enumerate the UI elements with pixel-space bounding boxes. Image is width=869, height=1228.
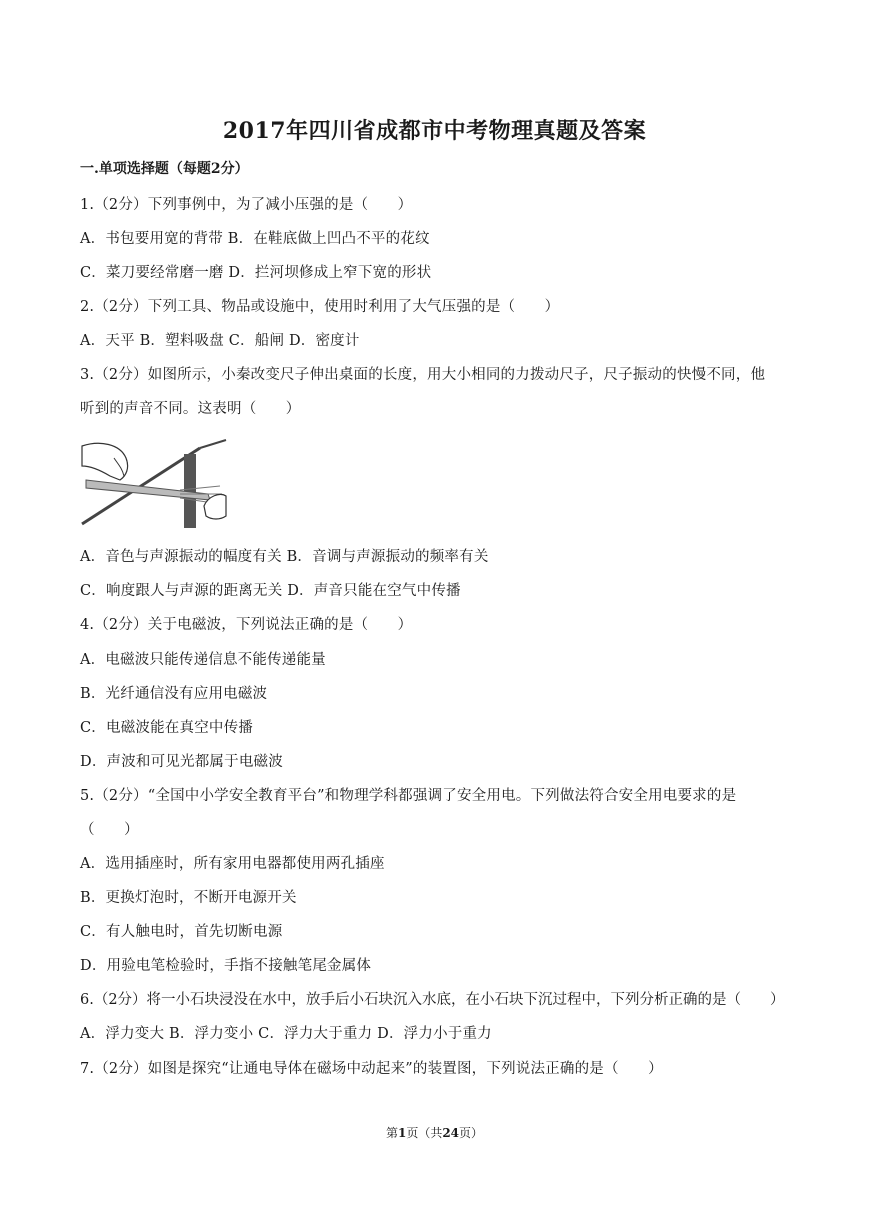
question-4-option-c: C．电磁波能在真空中传播 <box>80 720 253 736</box>
question-2: 2.（2分）下列工具、物品或设施中，使用时利用了大气压强的是（ ） <box>80 299 560 315</box>
question-6: 6.（2分）将一小石块浸没在水中，放手后小石块沉入水底，在小石块下沉过程中，下列分析正确的是（ ） <box>80 992 785 1008</box>
question-4-option-b: B．光纤通信没有应用电磁波 <box>80 686 268 702</box>
question-3-options-cd: C．响度跟人与声源的距离无关 D．声音只能在空气中传播 <box>80 583 461 599</box>
question-5: 5.（2分）“全国中小学安全教育平台”和物理学科都强调了安全用电。下列做法符合安全用电要求的是 <box>80 788 737 804</box>
question-3: 3.（2分）如图所示，小秦改变尺子伸出桌面的长度，用大小相同的力拨动尺子，尺子振动的快慢不同，他 <box>80 367 766 383</box>
question-5-continued: （ ） <box>80 822 139 838</box>
question-3-options-ab: A．音色与声源振动的幅度有关 B．音调与声源振动的频率有关 <box>80 549 489 565</box>
footer-prefix: 第 <box>385 1126 398 1140</box>
question-1-options-cd: C．菜刀要经常磨一磨 D．拦河坝修成上窄下宽的形状 <box>80 265 432 281</box>
question-1-options-ab: A．书包要用宽的背带 B．在鞋底做上凹凸不平的花纹 <box>80 231 430 247</box>
document-title: 2017年四川省成都市中考物理真题及答案 <box>222 118 647 144</box>
question-7: 7.（2分）如图是探究“让通电导体在磁场中动起来”的装置图，下列说法正确的是（ ） <box>80 1061 663 1077</box>
ruler-on-table-figure <box>80 436 228 528</box>
question-5-option-a: A．选用插座时，所有家用电器都使用两孔插座 <box>80 856 385 872</box>
page-total: 24 <box>442 1126 460 1140</box>
question-5-option-d: D．用验电笔检验时，手指不接触笔尾金属体 <box>80 958 372 974</box>
question-6-options: A．浮力变大 B．浮力变小 C．浮力大于重力 D．浮力小于重力 <box>80 1026 492 1042</box>
question-1: 1.（2分）下列事例中，为了减小压强的是（ ） <box>80 197 413 213</box>
footer-suffix: 页） <box>459 1126 484 1140</box>
question-5-option-b: B．更换灯泡时，不断开电源开关 <box>80 890 297 906</box>
question-2-options: A．天平 B．塑料吸盘 C．船闸 D．密度计 <box>80 333 360 349</box>
section-heading: 一.单项选择题（每题2分） <box>80 161 249 177</box>
footer-mid: 页（共 <box>406 1126 443 1140</box>
question-3-continued: 听到的声音不同。这表明（ ） <box>80 401 301 417</box>
question-5-option-c: C．有人触电时，首先切断电源 <box>80 924 283 940</box>
question-4: 4.（2分）关于电磁波，下列说法正确的是（ ） <box>80 617 413 633</box>
question-4-option-d: D．声波和可见光都属于电磁波 <box>80 754 283 770</box>
page-footer <box>0 1124 869 1141</box>
question-4-option-a: A．电磁波只能传递信息不能传递能量 <box>80 652 326 668</box>
page-number: 1 <box>397 1126 407 1140</box>
